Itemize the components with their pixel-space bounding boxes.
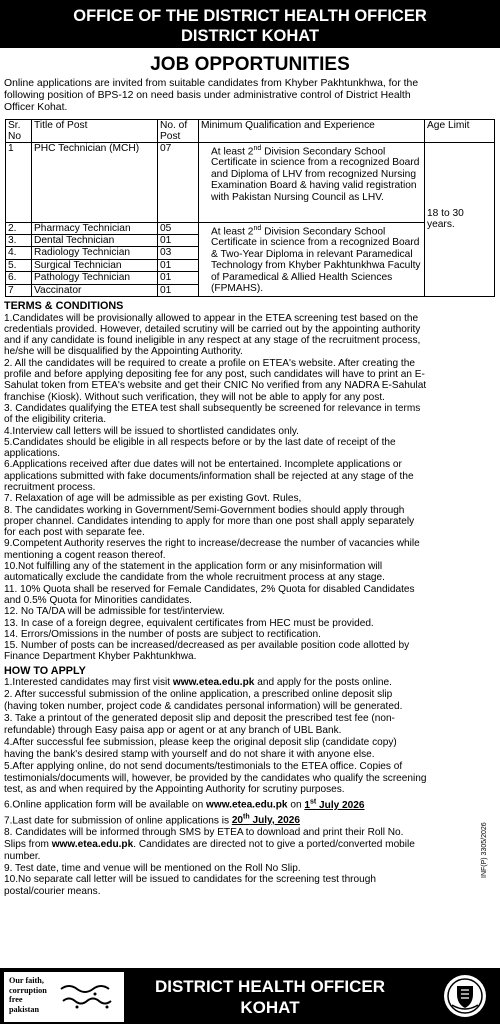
terms-line: automatically exclude the candidate from the whole recruitment process at any stage. bbox=[4, 572, 385, 584]
qualification-phc bbox=[199, 142, 425, 222]
urdu-slogan-graphic bbox=[57, 979, 119, 1015]
qual-sup: nd bbox=[253, 144, 262, 152]
row-post: Surgical Technician bbox=[32, 259, 158, 271]
how-to-apply-heading: HOW TO APPLY bbox=[4, 664, 86, 677]
intro-line: Officer Kohat. bbox=[4, 102, 68, 114]
how-text: on bbox=[287, 799, 305, 811]
header-no-of-post: No. of Post bbox=[158, 119, 199, 142]
how-line: postal/courier means. bbox=[4, 886, 101, 898]
footer-title bbox=[130, 976, 410, 1018]
terms-line: 7. Relaxation of age will be admissible as per existing Govt. Rules, bbox=[4, 493, 302, 505]
how-text: . Candidates are directed not to give a ported/converted mobile bbox=[133, 838, 415, 850]
date-day: 1 bbox=[304, 799, 310, 811]
how-line: 5.After applying online, do not send documents/testimonials to the ETEA office. Copies of bbox=[4, 760, 403, 772]
header-title-of-post: Title of Post bbox=[32, 119, 158, 142]
terms-list bbox=[0, 313, 500, 663]
qualification-paramedical bbox=[199, 222, 425, 296]
how-line: 8. Candidates will be informed through SMS by ETEA to download and print their Roll No. bbox=[4, 826, 404, 838]
how-line: (having token number, project code & candidates personal information) will be generated. bbox=[4, 701, 403, 713]
how-line: 3. Take a printout of the generated deposit slip and deposit the prescribed test fee (non- bbox=[4, 712, 395, 724]
row-post: Pathology Technician bbox=[32, 272, 158, 284]
terms-line: 8. The candidates working in Government/Semi-Government bodies should apply through bbox=[4, 504, 405, 516]
qual-sup: nd bbox=[253, 224, 262, 232]
etea-link[interactable]: www.etea.edu.pk bbox=[51, 838, 134, 850]
terms-line: 5.Candidates should be eligible in all respects before or by the last date of receipt of the bbox=[4, 436, 396, 448]
date-day: 20 bbox=[231, 814, 244, 826]
row-post: Pharmacy Technician bbox=[32, 222, 158, 234]
terms-line: 9.Competent Authority reserves the right to increase/decrease the number of vacancies while bbox=[4, 538, 420, 550]
how-to-apply-list bbox=[0, 677, 500, 898]
terms-line: applications submitted with fake documents/information shall be rejected at any stage of the bbox=[4, 470, 414, 482]
posts-table bbox=[5, 119, 495, 297]
age-limit-cell bbox=[425, 142, 495, 296]
table-header-row bbox=[6, 119, 495, 142]
terms-line: 12. No TA/DA will be admissible for test/interview. bbox=[4, 606, 225, 618]
date-sup: th bbox=[243, 813, 250, 821]
qual-text: Division Secondary School Certificate in science from a recognized Board and Diploma of LHV from recognized Nursing Examination Board & having valid registration with Pakistan Nursing Council as LHV. bbox=[211, 146, 420, 203]
row-post: Radiology Technician bbox=[32, 247, 158, 259]
row-sr: 4. bbox=[6, 247, 32, 259]
how-line: having the bank's desired stamp with yourself and do not share it with anyone else. bbox=[4, 748, 375, 760]
district-title: DISTRICT KOHAT bbox=[180, 27, 320, 45]
date-rest: July, 2026 bbox=[249, 814, 300, 826]
qual-text: At least 2 bbox=[211, 226, 254, 237]
terms-line: 14. Errors/Omissions in the number of posts are subject to rectification. bbox=[4, 628, 321, 640]
qual-text: At least 2 bbox=[211, 146, 254, 157]
how-text: 1.Interested candidates may first visit bbox=[4, 677, 173, 689]
terms-line: proper channel. Candidates intending to apply for more than one post shall apply separately bbox=[4, 515, 415, 527]
terms-line: mentioning a cogent reason thereof. bbox=[4, 549, 166, 561]
row-sr: 6. bbox=[6, 272, 32, 284]
how-line bbox=[4, 839, 497, 851]
terms-heading: TERMS & CONDITIONS bbox=[4, 300, 124, 313]
row-post: PHC Technician (MCH) bbox=[32, 142, 158, 222]
date-sup: st bbox=[310, 798, 317, 806]
terms-line: profile and before applying depositing fee for any post, such candidates will have to print an E- bbox=[4, 369, 425, 381]
how-text: and apply for the posts online. bbox=[254, 677, 392, 689]
intro-line: following position of BPS-12 on need basis under administrative control of District Health bbox=[4, 90, 411, 102]
intro-paragraph bbox=[0, 78, 500, 115]
footer-banner bbox=[0, 968, 500, 1024]
terms-line: 3. Candidates qualifying the ETEA test shall subsequently be screened for relevance in terms bbox=[4, 402, 421, 414]
terms-line: 2. All the candidates will be required to create a profile on ETEA's website. After creating the bbox=[4, 357, 415, 369]
row-sr: 1 bbox=[6, 142, 32, 222]
row-count: 03 bbox=[158, 247, 199, 259]
terms-line: 11. 10% Quota shall be reserved for Female Candidates, 2% Quota for disabled Candidates bbox=[4, 583, 415, 595]
how-line bbox=[4, 677, 497, 689]
kp-government-seal-icon bbox=[440, 972, 490, 1020]
anti-corruption-logo bbox=[4, 972, 124, 1022]
terms-line: and 0.5% Quota for Minorities candidates. bbox=[4, 594, 192, 606]
how-text: 6.Online application form will be available on bbox=[4, 799, 206, 811]
office-title: OFFICE OF THE DISTRICT HEALTH OFFICER bbox=[73, 7, 427, 25]
how-text: Slips from bbox=[4, 838, 52, 850]
how-line: number. bbox=[4, 850, 41, 862]
terms-line: Sahulat token from ETEA's website and get their CNIC No verified from any NADRA E-Sahulat bbox=[4, 380, 427, 392]
row-count: 05 bbox=[158, 222, 199, 234]
logo-text: Our faith, corruption free pakistan bbox=[9, 976, 47, 1014]
header-sr-no: Sr. No bbox=[6, 119, 32, 142]
header-age-limit: Age Limit bbox=[425, 119, 495, 142]
open-date bbox=[304, 800, 364, 811]
terms-line: credentials provided. However, detailed scrutiny will be carried out by the appointing authority bbox=[4, 323, 421, 335]
terms-line: recruitment process. bbox=[4, 482, 96, 493]
ad-reference-code: INF(P) 3305/2026 bbox=[481, 822, 488, 878]
terms-line: he/she will be disqualified by the Appointing Authority. bbox=[4, 346, 243, 358]
how-line: 9. Test date, time and venue will be mentioned on the Roll No Slip. bbox=[4, 862, 301, 874]
row-sr: 5. bbox=[6, 259, 32, 271]
row-count: 07 bbox=[158, 142, 199, 222]
how-line bbox=[4, 796, 497, 811]
qual-text: Division Secondary School Certificate in science from a recognized Board & Two-Year Diploma in relevant Paramedical Technology from Khyber Pakhtunkhwa Faculty of Paramedical & Allied Health Sciences (FPMAHS). bbox=[211, 226, 421, 295]
age-limit: 18 to 30 years. bbox=[427, 207, 464, 231]
terms-line: 6.Applications received after due dates will not be entertained. Incomplete applications or bbox=[4, 459, 402, 471]
how-text: 7.Last date for submission of online applications is bbox=[4, 814, 232, 826]
etea-link[interactable]: www.etea.edu.pk bbox=[206, 799, 288, 811]
how-line: 4.After successful fee submission, please keep the original deposit slip (candidate copy) bbox=[4, 736, 397, 748]
how-line: test, as and when required by the Appointing Authority for scrutiny purposes. bbox=[4, 784, 345, 796]
how-line: 2. After successful submission of the online application, a prescribed online deposit slip bbox=[4, 689, 393, 701]
row-post: Dental Technician bbox=[32, 235, 158, 247]
intro-line: Online applications are invited from suitable candidates from Khyber Pakhtunkhwa, for the bbox=[4, 78, 419, 89]
row-count: 01 bbox=[158, 272, 199, 284]
row-sr: 2. bbox=[6, 222, 32, 234]
row-count: 01 bbox=[158, 259, 199, 271]
terms-line: Finance Department Khyber Pakhtunkhwa. bbox=[4, 651, 197, 663]
header-qualification: Minimum Qualification and Experience bbox=[199, 119, 425, 142]
last-date bbox=[232, 815, 300, 826]
terms-line: and if any candidate is found ineligible in any respect at any stage of the recruitment process, bbox=[4, 335, 421, 347]
terms-line: 13. In case of a foreign degree, equivalent certificates from HEC must be provided. bbox=[4, 617, 374, 629]
footer-office: DISTRICT HEALTH OFFICER bbox=[154, 977, 386, 996]
row-count: 01 bbox=[158, 235, 199, 247]
how-line: refundable) through Easy paisa app or agent or at any branch of UBL Bank. bbox=[4, 724, 342, 736]
how-line: testimonials/documents will, however, be provided by the candidates who qualify the screening bbox=[4, 772, 427, 784]
header-banner bbox=[0, 0, 500, 48]
table-row bbox=[6, 222, 495, 234]
how-line bbox=[4, 812, 497, 827]
etea-link[interactable]: www.etea.edu.pk bbox=[172, 677, 255, 689]
table-row bbox=[6, 142, 495, 222]
row-post: Vaccinator bbox=[32, 284, 158, 296]
date-rest: July 2026 bbox=[316, 799, 365, 811]
row-count: 01 bbox=[158, 284, 199, 296]
terms-line: 10.Not fulfilling any of the statement in the application form or any misinformation will bbox=[4, 561, 383, 573]
terms-line: of the eligibility criteria. bbox=[4, 414, 107, 426]
row-sr: 3. bbox=[6, 235, 32, 247]
terms-line: 4.Interview call letters will be issued to shortlisted candidates only. bbox=[4, 425, 299, 437]
terms-line: 1.Candidates will be provisionally allowed to appear in the ETEA screening test based on the bbox=[4, 312, 419, 324]
how-line: 10.No separate call letter will be issued to candidates for the screening test through bbox=[4, 874, 377, 886]
terms-line: for each post with separate fee. bbox=[4, 527, 145, 539]
terms-line: 15. Number of posts can be increased/decreased as per available position code allotted by bbox=[4, 640, 410, 652]
terms-line: applications. bbox=[4, 448, 61, 460]
row-sr: 7 bbox=[6, 284, 32, 296]
footer-district: KOHAT bbox=[240, 998, 300, 1017]
page-title: JOB OPPORTUNITIES bbox=[150, 54, 350, 75]
terms-line: franchise (Kiosk). Without such verification, they will not be able to apply for any post. bbox=[4, 391, 385, 403]
